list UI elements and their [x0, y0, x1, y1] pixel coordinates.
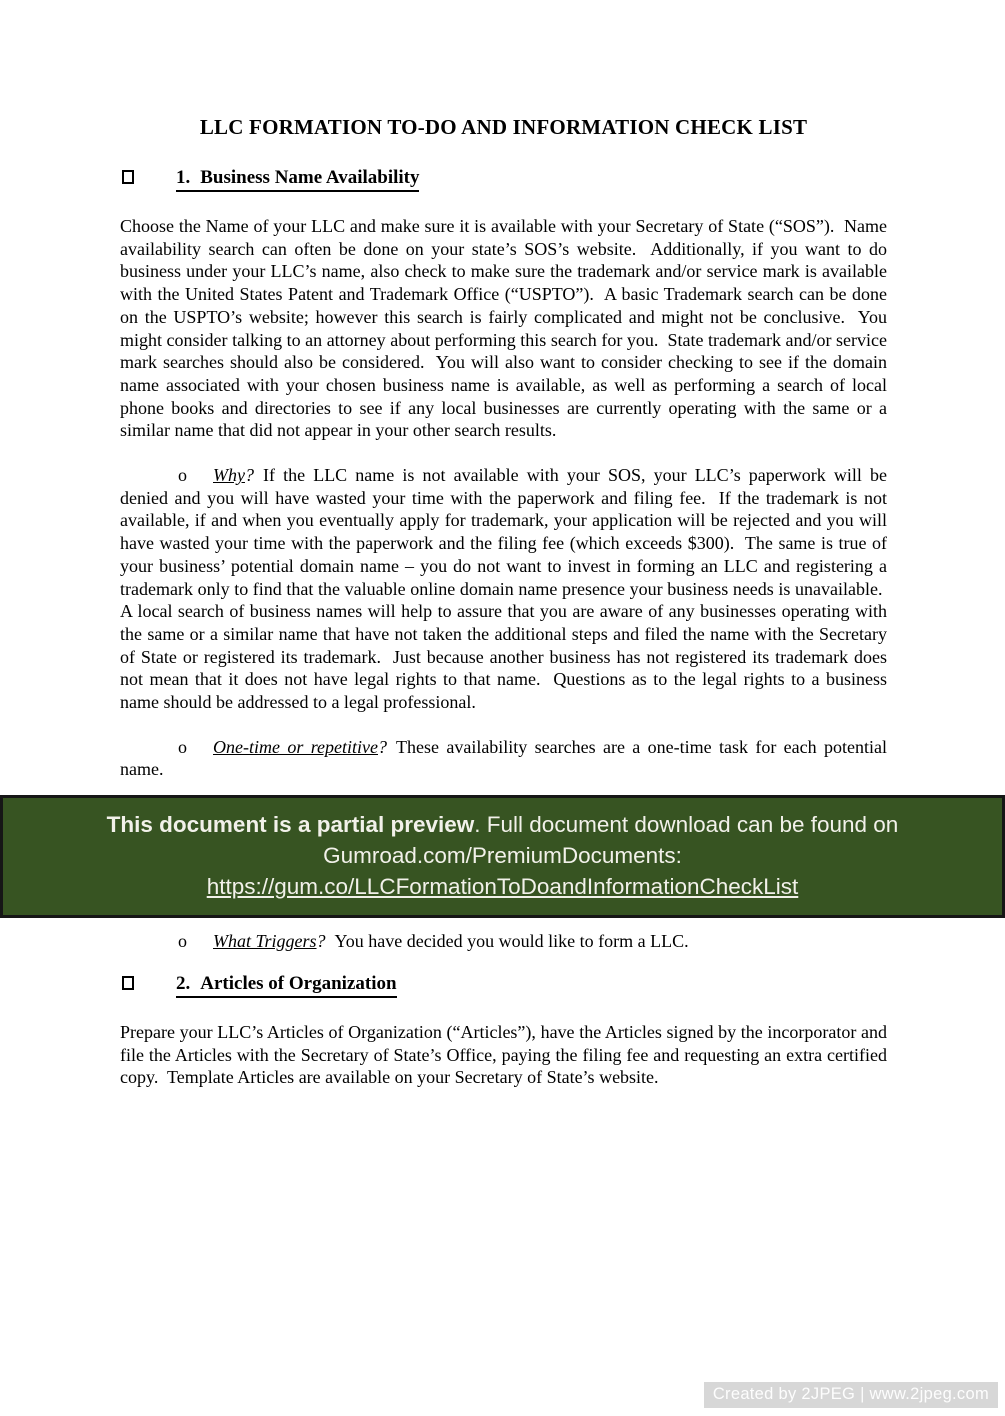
bullet-triggers-question-mark: ? [316, 931, 326, 952]
bullet-triggers-paragraph [120, 930, 887, 953]
bullet-onetime-text: These availability searches are a one-time task for each potential name. [120, 736, 887, 780]
watermark: Created by 2JPEG | www.2jpeg.com [704, 1382, 998, 1408]
section-2-intro-paragraph: Prepare your LLC’s Articles of Organization (“Articles”), have the Articles signed by the incorporator and file the Articles with the Secretary of State’s Office, paying the filing fee and requesting an extra certified copy. Template Articles are available on your Secretary of State’s website. [120, 1021, 887, 1088]
section-1-heading [176, 167, 419, 192]
preview-banner [0, 795, 1005, 918]
section-1-intro-paragraph: Choose the Name of your LLC and make sure it is available with your Secretary of State (“SOS”). Name availability search can often be done on your state’s SOS’s website. Additionally, if you want to do business under your LLC’s name, also check to make sure the trademark and/or service mark is available with the United States Patent and Trademark Office (“USPTO”). A basic Trademark search can be done on the USPTO’s website; however this search is fairly complicated and might not be conclusive. You might consider talking to an attorney about performing this search for you. State trademark and/or service mark searches should also be considered. You will also want to consider checking to see if the domain name associated with your chosen business name is available, as well as performing a search of local phone books and directories to see if any local businesses are currently operating with the same or a similar name that did not appear in your other search results. [120, 216, 887, 441]
banner-bold-text: This document is a partial preview [106, 812, 475, 838]
page-title: LLC FORMATION TO-DO AND INFORMATION CHECK LIST [199, 115, 808, 139]
section-1-checkbox [122, 170, 134, 184]
gumroad-link[interactable]: https://gum.co/LLCFormationToDoandInformationCheckList [206, 874, 799, 900]
section-2-title: Articles of Organization [200, 972, 397, 994]
section-1-title: Business Name Availability [200, 167, 420, 188]
section-1-heading-row [120, 167, 887, 189]
bullet-onetime-label: One-time or repetitive [213, 736, 378, 757]
bullet-why-text: If the LLC name is not available with your SOS, your LLC’s paperwork will be denied and you will have wasted your time with the paperwork and filing fee. If the trademark is not available, if and when you eventually apply for trademark, your application will be rejected and you will have wasted your time with the paperwork and the filing fee (which exceeds $300). The same is true of your business’ potential domain name – you do not want to invest in forming an LLC and registering a trademark only to find that the valuable online domain name presence your business needs is unavailable. A local search of business names will help to assure that you are aware of any businesses operating with the same or a similar name that have not taken the additional steps and filed the name with the Secretary of State or registered its trademark. Just because another business has not registered its trademark does not mean that it does not have legal rights to that name. Questions as to the legal rights to a business name should be addressed to a legal professional. [120, 465, 887, 713]
bullet-why-paragraph [120, 464, 887, 714]
section-1-number: 1. [176, 167, 191, 188]
bullet-why-question-mark: ? [244, 465, 254, 486]
bullet-onetime-question-mark: ? [378, 736, 387, 757]
circle-bullet-icon: o [178, 736, 187, 757]
section-2-heading-row [120, 973, 887, 995]
banner-line2: Gumroad.com/PremiumDocuments: [323, 843, 682, 869]
section-2-checkbox [122, 976, 134, 990]
document-page [0, 115, 1005, 1403]
bullet-triggers-label: What Triggers [213, 931, 317, 952]
section-2-number: 2. [176, 972, 191, 994]
bullet-triggers-text: You have decided you would like to form a LLC. [334, 931, 689, 952]
section-2-heading [176, 973, 397, 998]
bullet-why-label: Why [213, 465, 245, 486]
circle-bullet-icon: o [178, 465, 187, 486]
circle-bullet-icon: o [178, 931, 187, 952]
bullet-onetime-paragraph [120, 736, 887, 781]
banner-regular-text: . Full document download can be found on [474, 812, 899, 838]
